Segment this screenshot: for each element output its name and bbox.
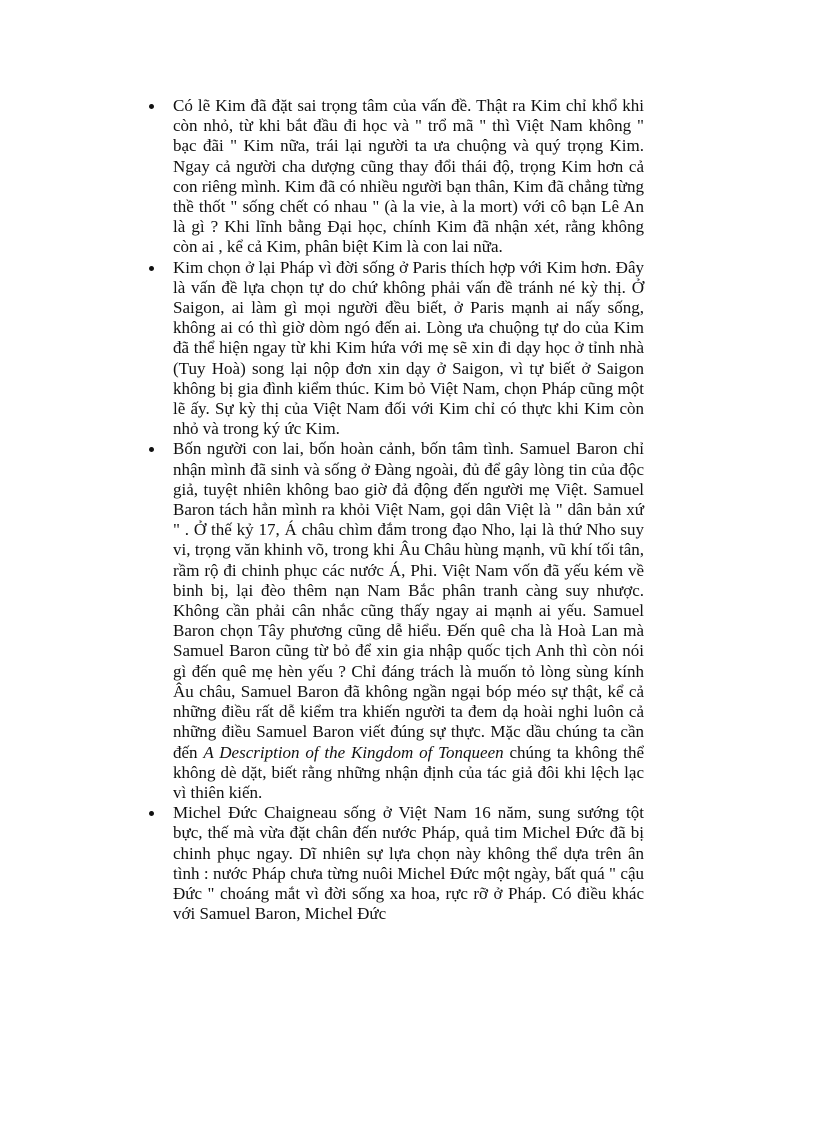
paragraph-kim-paris (173, 258, 644, 440)
paragraph-samuel-baron (173, 439, 644, 803)
paragraph-kim-vietnam (173, 96, 644, 258)
paragraph-text: chúng ta không thể không dè dặt, biết rằng những nhận định của tác giả đôi khi lệch lạc vì thiên kiến. (173, 742, 645, 802)
paragraph-text: Bốn người con lai, bốn hoàn cảnh, bốn tâm tình. Samuel Baron chỉ nhận mình đã sinh và sống ở Đàng ngoài, đủ để gây lòng tin của độc giả, tuyệt nhiên không bao giờ đả động đến người mẹ Việt. Samuel Baron tách hẳn mình ra khỏi Việt Nam, gọi dân Việt là " dân bản xứ " . Ở thế kỷ 17, Á châu chìm đắm trong đạo Nho, lại là thứ Nho suy vi, trọng văn khinh võ, trong khi Âu Châu hùng mạnh, vũ khí tối tân, rầm rộ đi chinh phục các nước Á, Phi. Việt Nam vốn đã yếu kém về binh bị, lại đèo thêm nạn Nam Bắc phân tranh càng suy nhược. Không cần phải cân nhắc cũng thấy ngay ai mạnh ai yếu. Samuel Baron chọn Tây phương cũng dễ hiểu. Đến quê cha là Hoà Lan mà Samuel Baron cũng từ bỏ để xin gia nhập quốc tịch Anh thì còn nói gì đến quê mẹ hèn yếu ? Chỉ đáng trách là muốn tỏ lòng sùng kính Âu châu, Samuel Baron đã không ngần ngại bóp méo sự thật, kể cả những điều rất dễ kiểm tra khiến người ta đem dạ hoài nghi luôn cả những điều Samuel Baron viết đúng sự thực. Mặc dầu chúng ta cần đến (173, 439, 644, 762)
paragraph-michel-duc (173, 803, 644, 924)
paragraph-text: Kim chọn ở lại Pháp vì đời sống ở Paris thích hợp với Kim hơn. Đây là vấn đề lựa chọn tự do chứ không phải vấn đề tránh né kỳ thị. Ở Saigon, ai làm gì mọi người đều biết, ở Paris mạnh ai nấy sống, không ai có thì giờ dòm ngó đến ai. Lòng ưa chuộng tự do của Kim đã thể hiện ngay từ khi Kim hứa với mẹ sẽ xin đi dạy học ở tỉnh nhà (Tuy Hoà) song lại nộp đơn xin dạy ở Saigon, vì tự biết ở Saigon không bị gia đình kiểm thúc. Kim bỏ Việt Nam, chọn Pháp cũng một lẽ ấy. Sự kỳ thị của Việt Nam đối với Kim chỉ có thực khi Kim còn nhỏ và trong ký ức Kim. (173, 257, 644, 439)
paragraph-text: Michel Đức Chaigneau sống ở Việt Nam 16 năm, sung sướng tột bực, thế mà vừa đặt chân đến nước Pháp, quả tim Michel Đức đã bị chinh phục ngay. Dĩ nhiên sự lựa chọn này không thể dựa trên ân tình : nước Pháp chưa từng nuôi Michel Đức một ngày, bất quá " cậu Đức " choáng mắt vì đời sống xa hoa, rực rỡ ở Pháp. Có điều khác với Samuel Baron, Michel Đức (173, 803, 644, 924)
bullet-list (173, 96, 644, 924)
book-title: A Description of the Kingdom of Tonqueen (203, 742, 504, 762)
paragraph-text: Có lẽ Kim đã đặt sai trọng tâm của vấn đề. Thật ra Kim chỉ khổ khi còn nhỏ, từ khi bắt đầu đi học và " trổ mã " thì Việt Nam không " bạc đãi " Kim nữa, trái lại người ta ưa chuộng và quý trọng Kim. Ngay cả người cha dượng cũng thay đổi thái độ, trọng Kim hơn cả con riêng mình. Kim đã có nhiều người bạn thân, Kim đã chẳng từng thề thốt " sống chết có nhau " (à la vie, à la mort) với cô bạn Lê An là gì ? Khi lĩnh bằng Đại học, chính Kim đã nhận xét, rằng không còn ai , kể cả Kim, phân biệt Kim là con lai nữa. (173, 96, 644, 257)
document-body (173, 96, 644, 924)
